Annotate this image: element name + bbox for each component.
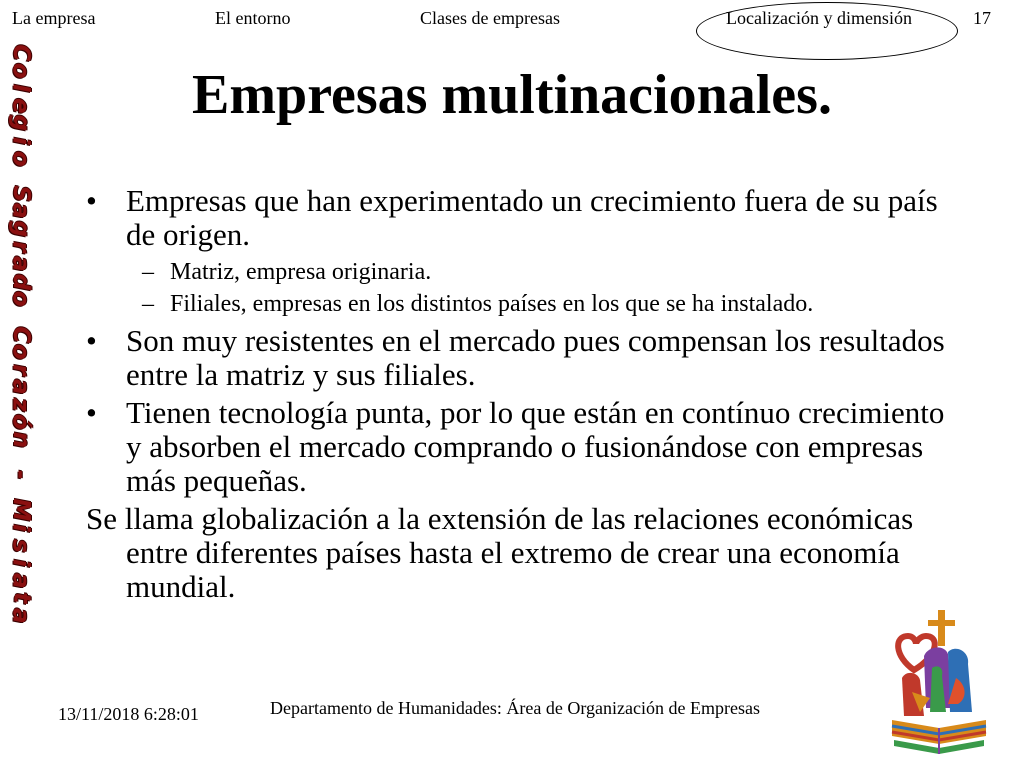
school-logo-icon <box>884 608 994 756</box>
slide-body <box>86 184 966 604</box>
school-name-letter: e <box>7 97 34 114</box>
school-name-letter: i <box>7 523 34 532</box>
nav-link-el-entorno[interactable]: El entorno <box>215 8 291 28</box>
school-name-letter: t <box>7 592 34 604</box>
footer-datetime: 13/11/2018 6:28:01 <box>58 704 199 724</box>
school-name-letter <box>11 489 29 497</box>
bullet-point: • Son muy resistentes en el mercado pues compensan los resultados entre la matriz y sus filiales. <box>86 324 966 392</box>
school-name-letter: r <box>7 240 34 252</box>
school-name-letter: a <box>7 256 34 272</box>
school-name-letter: i <box>7 136 34 145</box>
school-name-letter: C <box>7 325 34 343</box>
school-name-letter: C <box>7 44 34 62</box>
school-name-letter: d <box>7 273 34 290</box>
school-name-letter: - <box>7 470 34 480</box>
school-name-letter: ó <box>7 414 34 431</box>
school-name-letter <box>11 313 29 321</box>
school-name-letter: M <box>7 498 34 522</box>
top-navigation <box>0 8 1024 32</box>
school-name-letter: o <box>7 62 34 79</box>
nav-link-clases-de-empresas[interactable]: Clases de empresas <box>420 8 560 28</box>
school-name-letter: o <box>7 291 34 308</box>
school-name-letter: a <box>7 608 34 624</box>
school-name-letter: o <box>7 150 34 167</box>
closing-paragraph: Se llama globalización a la extensión de las relaciones económicas entre diferentes países hasta el extremo de crear una economía mundial. <box>86 501 914 604</box>
school-name-letter: r <box>7 363 34 376</box>
nav-link-la-empresa[interactable]: La empresa <box>12 8 96 28</box>
school-name-letter <box>11 172 29 180</box>
slide-title: Empresas multinacionales. <box>192 64 832 126</box>
school-name-letter: n <box>7 431 34 449</box>
nav-link-localizacion-y-dimension[interactable]: Localización y dimensión <box>726 8 912 28</box>
sub-bullet-point: – Filiales, empresas en los distintos países en los que se ha instalado. <box>86 288 966 320</box>
school-name-letter: g <box>7 114 34 132</box>
slide-number: 17 <box>973 8 991 28</box>
school-name-letter: l <box>7 84 34 92</box>
school-name-letter: z <box>7 397 34 412</box>
school-name-letter: o <box>7 343 34 360</box>
footer-department: Departamento de Humanidades: Área de Organización de Empresas <box>270 698 760 718</box>
sub-bullet-point: – Matriz, empresa originaria. <box>86 256 966 288</box>
school-name-letter: a <box>7 572 34 589</box>
school-name-letter: s <box>7 538 34 553</box>
school-name-letter: g <box>7 220 34 237</box>
school-name-letter <box>11 453 29 461</box>
school-name-letter: i <box>7 559 34 567</box>
bullet-point: • Empresas que han experimentado un crecimiento fuera de su país de origen. <box>86 184 966 252</box>
school-name-vertical-text <box>0 44 40 625</box>
school-name-letter: a <box>7 203 34 219</box>
bullet-point: • Tienen tecnología punta, por lo que están en contínuo crecimiento y absorben el mercado comprando o fusionándose con empresas más pequeñas. <box>86 396 966 498</box>
school-name-letter: S <box>7 185 34 202</box>
school-name-letter: a <box>7 379 34 395</box>
